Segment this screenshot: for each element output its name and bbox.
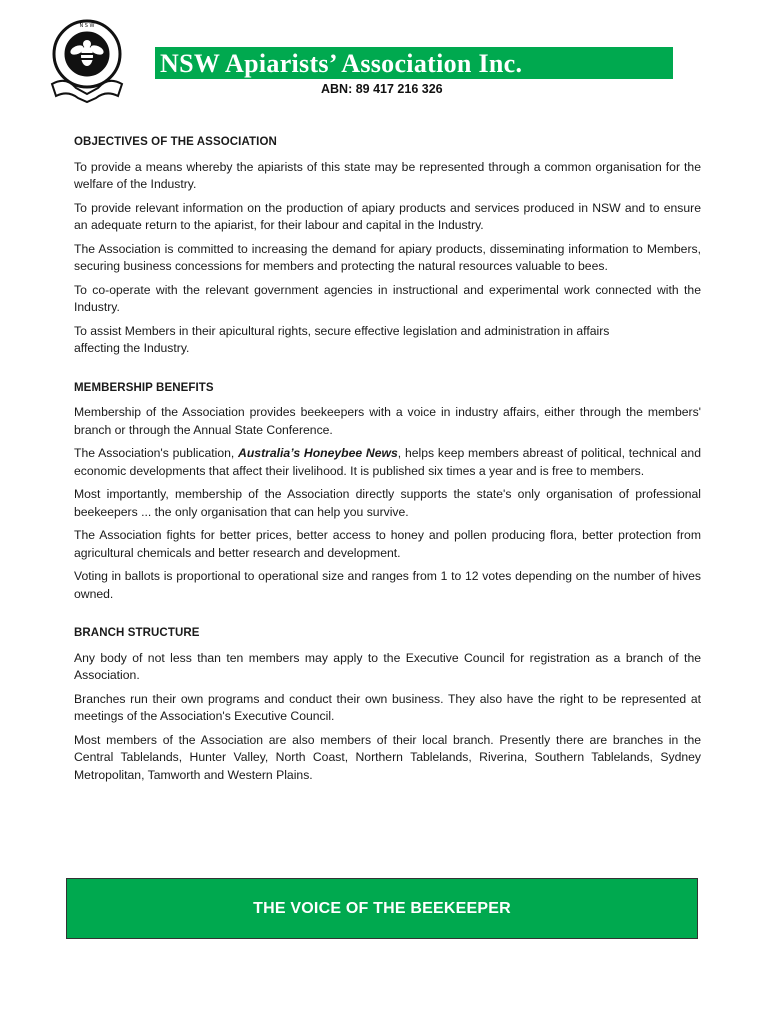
- branch-paragraph: Any body of not less than ten members may apply to the Executive Council for registration as a branch of the Association.: [74, 650, 701, 682]
- abn-number: ABN: 89 417 216 326: [321, 82, 443, 96]
- membership-paragraph: The Association fights for better prices, better access to honey and pollen producing flora, better protection from agricultural chemicals and better research and development.: [74, 528, 701, 560]
- page-title: [160, 49, 522, 79]
- objectives-paragraph: The Association is committed to increasing the demand for apiary products, disseminating information to Members, securing business concessions for members and protecting the natural resources valuable to bees.: [74, 241, 701, 273]
- slogan-banner: [66, 878, 698, 939]
- objectives-paragraph: To co-operate with the relevant government agencies in instructional and experimental work connected with the Industry.: [74, 282, 701, 314]
- membership-paragraph-publication: The Association's publication, Australia’s Honeybee News, helps keep members abreast of political, technical and economic developments that affect their livelihood. It is published six times a year and is free to members.: [74, 446, 701, 478]
- title-text: NSW Apiarists’ Association Inc.: [160, 49, 523, 78]
- document-body: [74, 134, 701, 806]
- membership-paragraph: Most importantly, membership of the Association directly supports the state's only organisation of professional beekeepers ... the only organisation that can help you survive.: [74, 487, 701, 519]
- branch-section: [74, 625, 701, 784]
- objectives-section: [74, 134, 701, 358]
- membership-paragraph: Voting in ballots is proportional to operational size and ranges from 1 to 12 votes depending on the number of hives owned.: [74, 569, 701, 601]
- membership-paragraph: Membership of the Association provides beekeepers with a voice in industry affairs, either through the members' branch or through the Annual State Conference.: [74, 405, 701, 437]
- objectives-paragraph: To provide relevant information on the production of apiary products and services produced in NSW and to ensure an adequate return to the apiarist, for their labour and capital in the Industry.: [74, 200, 701, 232]
- branch-heading: BRANCH STRUCTURE: [74, 627, 200, 639]
- objectives-paragraph: To provide a means whereby the apiarists of this state may be represented through a common organisation for the welfare of the Industry.: [74, 159, 701, 191]
- branch-paragraph: Most members of the Association are also members of their local branch. Presently there are branches in the Central Tablelands, Hunter Valley, North Coast, Northern Tablelands, Riverina, Southern Tablelands, Sydney Metropolitan, Tamworth and Western Plains.: [74, 732, 701, 782]
- membership-section: [74, 380, 701, 604]
- branch-paragraph: Branches run their own programs and conduct their own business. They also have the right to be represented at meetings of the Association's Executive Council.: [74, 691, 701, 723]
- membership-heading: MEMBERSHIP BENEFITS: [74, 381, 214, 394]
- publication-title: Australia’s Honeybee News: [238, 446, 398, 460]
- association-logo: [46, 14, 128, 104]
- svg-text:N S W: N S W: [79, 23, 95, 29]
- objectives-paragraph: To assist Members in their apicultural rights, secure effective legislation and administration in affairs affecting the Industry.: [74, 323, 610, 355]
- objectives-heading: OBJECTIVES OF THE ASSOCIATION: [74, 136, 277, 148]
- slogan-text: THE VOICE OF THE BEEKEEPER: [253, 899, 511, 917]
